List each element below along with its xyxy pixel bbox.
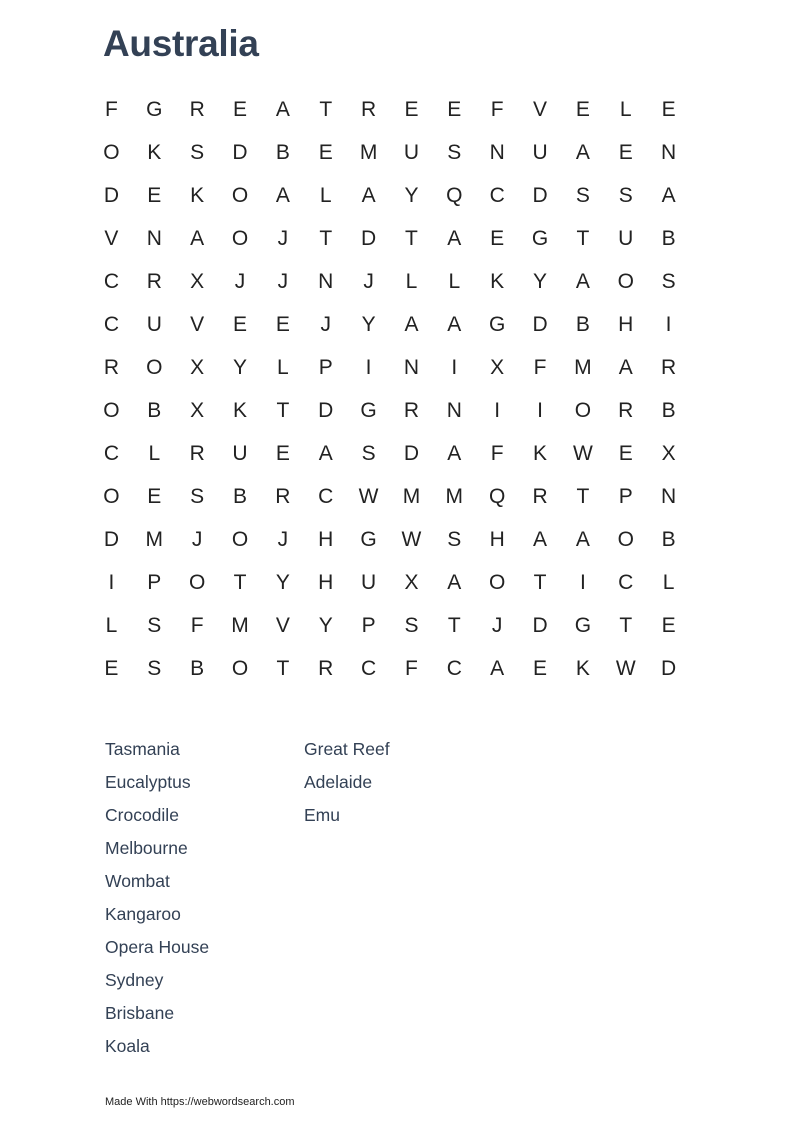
grid-cell: S <box>190 485 205 508</box>
word-list-item: Opera House <box>105 937 210 957</box>
word-list-item: Eucalyptus <box>105 772 191 792</box>
grid-row <box>90 561 690 604</box>
grid-cell: B <box>575 313 590 336</box>
grid-cell: S <box>147 614 162 637</box>
grid-cell: D <box>318 399 334 422</box>
grid-cell: R <box>189 98 205 121</box>
grid-row <box>90 217 690 260</box>
grid-cell: R <box>146 270 162 293</box>
grid-cell: R <box>318 657 334 680</box>
grid-cell: B <box>661 227 676 250</box>
grid-cell: A <box>575 270 590 293</box>
grid-cell: A <box>275 184 290 207</box>
grid-cell: B <box>190 657 205 680</box>
grid-cell: H <box>318 528 334 551</box>
grid-cell: R <box>361 98 377 121</box>
grid-cell: U <box>403 141 420 164</box>
grid-cell: A <box>361 184 376 207</box>
grid-cell: O <box>231 657 249 680</box>
grid-cell: C <box>446 657 462 680</box>
grid-cell: N <box>318 270 334 293</box>
grid-cell: J <box>234 270 246 293</box>
grid-row <box>90 174 690 217</box>
grid-cell: X <box>490 356 505 379</box>
grid-row <box>90 475 690 518</box>
grid-cell: H <box>318 571 334 594</box>
grid-cell: U <box>232 442 248 465</box>
grid-cell: O <box>231 184 249 207</box>
grid-cell: O <box>188 571 206 594</box>
grid-cell: M <box>445 485 464 508</box>
grid-cell: C <box>618 571 634 594</box>
word-list <box>105 737 605 1067</box>
grid-cell: E <box>147 184 162 207</box>
grid-cell: O <box>617 528 634 551</box>
grid-cell: X <box>661 442 676 465</box>
grid-cell: P <box>618 485 633 508</box>
grid-cell: A <box>447 227 462 250</box>
grid-cell: O <box>103 485 120 508</box>
grid-cell: O <box>488 571 506 594</box>
grid-cell: T <box>276 399 290 422</box>
grid-cell: D <box>661 657 677 680</box>
grid-cell: C <box>361 657 377 680</box>
grid-cell: O <box>146 356 163 379</box>
grid-cell: Y <box>318 614 333 637</box>
grid-cell: E <box>490 227 505 250</box>
grid-cell: V <box>275 614 290 637</box>
grid-cell: K <box>147 141 162 164</box>
grid-cell: M <box>574 356 592 379</box>
grid-cell: E <box>404 98 419 121</box>
grid-cell: Y <box>404 184 419 207</box>
grid-cell: U <box>618 227 634 250</box>
grid-cell: F <box>490 98 504 121</box>
grid-cell: U <box>361 571 377 594</box>
grid-cell: A <box>447 313 462 336</box>
grid-cell: L <box>619 98 632 121</box>
word-list-item: Koala <box>105 1036 150 1056</box>
grid-cell: E <box>618 141 633 164</box>
grid-cell: R <box>275 485 291 508</box>
grid-cell: A <box>661 184 676 207</box>
grid-cell: E <box>533 657 548 680</box>
grid-cell: E <box>447 98 462 121</box>
grid-cell: Q <box>488 485 506 508</box>
grid-cell: D <box>103 184 120 207</box>
grid-cell: G <box>360 528 377 551</box>
grid-cell: A <box>404 313 419 336</box>
grid-cell: I <box>494 399 501 422</box>
grid-cell: U <box>532 141 548 164</box>
grid-cell: W <box>572 442 593 465</box>
grid-cell: T <box>319 227 333 250</box>
grid-cell: E <box>275 442 290 465</box>
grid-cell: T <box>447 614 461 637</box>
grid-cell: A <box>447 571 462 594</box>
grid-cell: S <box>447 141 462 164</box>
grid-cell: P <box>361 614 376 637</box>
grid-cell: L <box>319 184 332 207</box>
grid-cell: O <box>617 270 634 293</box>
grid-cell: A <box>490 657 505 680</box>
grid-cell: T <box>576 485 590 508</box>
grid-cell: F <box>533 356 547 379</box>
grid-cell: E <box>104 657 119 680</box>
grid-cell: G <box>360 399 377 422</box>
grid-cell: O <box>103 399 120 422</box>
grid-cell: N <box>403 356 420 379</box>
word-column <box>105 737 305 1067</box>
grid-cell: A <box>447 442 462 465</box>
grid-cell: W <box>615 657 636 680</box>
grid-cell: K <box>233 399 248 422</box>
word-list-item: Emu <box>304 805 340 825</box>
grid-row <box>90 303 690 346</box>
grid-row <box>90 604 690 647</box>
grid-cell: S <box>575 184 590 207</box>
word-list-item: Tasmania <box>105 739 180 759</box>
grid-cell: L <box>448 270 461 293</box>
grid-cell: I <box>108 571 115 594</box>
grid-cell: L <box>662 571 675 594</box>
grid-cell: B <box>275 141 290 164</box>
grid-cell: I <box>579 571 586 594</box>
word-list-item: Melbourne <box>105 838 188 858</box>
grid-cell: N <box>146 227 162 250</box>
grid-row <box>90 432 690 475</box>
grid-cell: I <box>451 356 458 379</box>
grid-cell: O <box>103 141 120 164</box>
grid-cell: A <box>275 98 290 121</box>
grid-cell: Y <box>361 313 376 336</box>
grid-cell: T <box>276 657 290 680</box>
grid-cell: B <box>233 485 248 508</box>
word-list-item: Adelaide <box>304 772 373 792</box>
grid-cell: F <box>105 98 118 121</box>
grid-cell: C <box>103 313 120 336</box>
grid-cell: E <box>618 442 633 465</box>
grid-cell: A <box>533 528 548 551</box>
grid-cell: L <box>277 356 289 379</box>
grid-cell: F <box>490 442 504 465</box>
grid-cell: A <box>575 528 590 551</box>
grid-cell: A <box>618 356 633 379</box>
grid-cell: D <box>361 227 377 250</box>
grid-cell: T <box>233 571 247 594</box>
grid-cell: S <box>147 657 162 680</box>
grid-cell: E <box>318 141 333 164</box>
grid-cell: P <box>147 571 162 594</box>
grid-cell: T <box>319 98 333 121</box>
grid-cell: K <box>575 657 590 680</box>
grid-cell: C <box>103 270 120 293</box>
grid-cell: E <box>575 98 590 121</box>
grid-cell: W <box>358 485 379 508</box>
grid-cell: F <box>405 657 418 680</box>
grid-cell: J <box>191 528 203 551</box>
grid-cell: E <box>661 614 676 637</box>
grid-cell: V <box>533 98 548 121</box>
grid-cell: T <box>533 571 547 594</box>
grid-cell: W <box>401 528 422 551</box>
grid-cell: X <box>190 270 205 293</box>
grid-cell: J <box>277 528 289 551</box>
grid-cell: P <box>318 356 333 379</box>
grid-cell: R <box>661 356 677 379</box>
grid-cell: F <box>190 614 204 637</box>
grid-cell: J <box>320 313 331 336</box>
word-list-item: Brisbane <box>105 1003 175 1023</box>
grid-cell: S <box>404 614 419 637</box>
grid-cell: S <box>447 528 462 551</box>
grid-cell: D <box>532 184 548 207</box>
grid-cell: C <box>489 184 505 207</box>
grid-cell: B <box>147 399 162 422</box>
grid-cell: I <box>365 356 372 379</box>
grid-cell: T <box>405 227 418 250</box>
word-list-item: Kangaroo <box>105 904 181 924</box>
grid-cell: X <box>190 399 205 422</box>
grid-cell: E <box>661 98 676 121</box>
grid-cell: E <box>275 313 290 336</box>
grid-cell: K <box>190 184 205 207</box>
grid-cell: D <box>232 141 248 164</box>
grid-cell: L <box>405 270 418 293</box>
grid-cell: S <box>618 184 633 207</box>
grid-cell: O <box>231 528 249 551</box>
grid-cell: A <box>190 227 205 250</box>
grid-cell: D <box>103 528 120 551</box>
grid-cell: J <box>363 270 374 293</box>
grid-cell: H <box>618 313 634 336</box>
grid-cell: C <box>318 485 334 508</box>
grid-cell: T <box>576 227 590 250</box>
grid-cell: E <box>233 313 248 336</box>
grid-cell: U <box>146 313 162 336</box>
grid-cell: G <box>488 313 506 336</box>
grid-row <box>90 346 690 389</box>
grid-cell: R <box>532 485 548 508</box>
grid-cell: N <box>489 141 505 164</box>
grid-cell: X <box>190 356 205 379</box>
word-list-item: Crocodile <box>105 805 179 825</box>
grid-row <box>90 131 690 174</box>
grid-cell: E <box>233 98 248 121</box>
grid-row <box>90 88 690 131</box>
grid-cell: N <box>661 141 677 164</box>
footer-credit: Made With https://webwordsearch.com <box>105 1096 295 1108</box>
grid-cell: A <box>575 141 590 164</box>
grid-cell: A <box>318 442 333 465</box>
grid-cell: R <box>189 442 205 465</box>
grid-cell: B <box>661 528 676 551</box>
grid-cell: Q <box>446 184 463 207</box>
grid-cell: L <box>105 614 118 637</box>
grid-cell: S <box>190 141 205 164</box>
letter-grid <box>90 88 690 690</box>
grid-cell: C <box>103 442 120 465</box>
grid-cell: I <box>537 399 543 422</box>
grid-cell: S <box>361 442 376 465</box>
grid-cell: D <box>532 313 548 336</box>
grid-cell: R <box>103 356 120 379</box>
word-list-item: Wombat <box>105 871 170 891</box>
grid-cell: Y <box>275 571 290 594</box>
grid-cell: M <box>359 141 378 164</box>
grid-cell: K <box>490 270 505 293</box>
page-title: Australia <box>103 23 259 64</box>
grid-cell: N <box>446 399 462 422</box>
grid-cell: D <box>532 614 548 637</box>
grid-cell: T <box>619 614 633 637</box>
grid-cell: M <box>231 614 249 637</box>
grid-row <box>90 518 690 561</box>
grid-cell: J <box>277 227 289 250</box>
grid-row <box>90 389 690 432</box>
grid-cell: B <box>661 399 676 422</box>
grid-cell: R <box>403 399 420 422</box>
grid-cell: H <box>489 528 505 551</box>
grid-cell: S <box>661 270 676 293</box>
grid-cell: O <box>231 227 249 250</box>
grid-cell: J <box>491 614 503 637</box>
grid-cell: J <box>277 270 289 293</box>
word-list-item: Great Reef <box>304 739 390 759</box>
grid-cell: G <box>531 227 549 250</box>
grid-cell: D <box>403 442 420 465</box>
grid-cell: L <box>148 442 161 465</box>
grid-cell: V <box>104 227 119 250</box>
grid-cell: G <box>146 98 163 121</box>
grid-cell: E <box>147 485 162 508</box>
grid-cell: G <box>574 614 592 637</box>
grid-row <box>90 647 690 690</box>
grid-cell: Y <box>233 356 248 379</box>
grid-cell: R <box>618 399 634 422</box>
grid-cell: V <box>190 313 205 336</box>
grid-row <box>90 260 690 303</box>
word-column <box>304 737 504 836</box>
grid-cell: I <box>665 313 672 336</box>
grid-cell: N <box>661 485 677 508</box>
grid-cell: K <box>533 442 548 465</box>
grid-cell: M <box>145 528 164 551</box>
grid-cell: M <box>402 485 421 508</box>
grid-cell: O <box>574 399 592 422</box>
word-list-item: Sydney <box>105 970 164 990</box>
grid-cell: X <box>404 571 419 594</box>
grid-cell: Y <box>533 270 548 293</box>
